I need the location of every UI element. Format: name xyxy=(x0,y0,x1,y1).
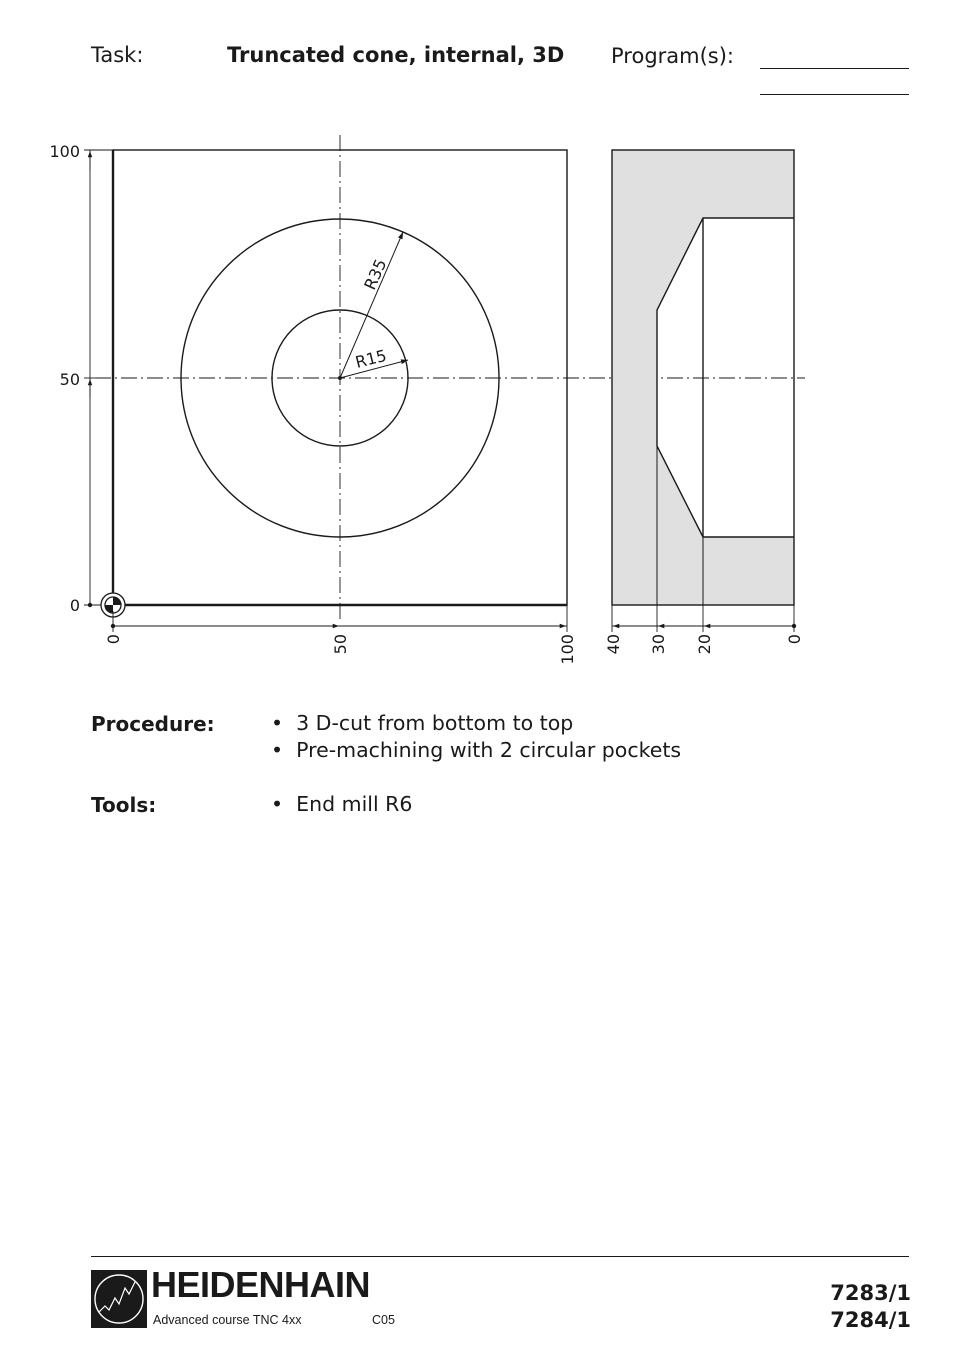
task-title: Truncated cone, internal, 3D xyxy=(227,43,565,67)
document-code-2: 7284/1 xyxy=(830,1308,911,1332)
plan-y-origin-dot xyxy=(88,603,92,607)
course-name: Advanced course TNC 4xx xyxy=(153,1313,302,1327)
radius-inner-label: R15 xyxy=(353,345,389,372)
brand-name: HEIDENHAIN xyxy=(151,1264,371,1305)
plan-x-label-0: 0 xyxy=(104,634,123,645)
procedure-label: Procedure: xyxy=(91,712,215,736)
side-label-30: 30 xyxy=(649,634,668,655)
side-label-0: 0 xyxy=(785,634,804,645)
plan-y-label-100: 100 xyxy=(49,142,80,161)
tools-label: Tools: xyxy=(91,793,157,817)
side-origin-dot xyxy=(792,624,796,628)
programs-label: Program(s): xyxy=(611,44,735,68)
procedure-item-2-text: Pre-machining with 2 circular pockets xyxy=(296,738,682,762)
radius-outer-label: R35 xyxy=(360,256,391,293)
side-label-40: 40 xyxy=(604,634,623,655)
chapter-code: C05 xyxy=(372,1313,395,1327)
plan-x-label-50: 50 xyxy=(331,634,350,655)
footer-rule xyxy=(91,1256,909,1257)
plan-x-label-100: 100 xyxy=(558,634,577,665)
plan-x-origin-dot xyxy=(111,624,115,628)
procedure-item-2: • Pre-machining with 2 circular pockets xyxy=(271,738,682,762)
document-code-1: 7283/1 xyxy=(830,1281,911,1305)
heidenhain-logo-icon xyxy=(91,1270,147,1328)
task-label: Task: xyxy=(91,43,144,67)
tools-item-1: • End mill R6 xyxy=(271,792,413,816)
plan-y-label-0: 0 xyxy=(69,596,80,615)
plan-y-label-50: 50 xyxy=(59,370,80,389)
side-label-20: 20 xyxy=(695,634,714,655)
procedure-item-1: • 3 D-cut from bottom to top xyxy=(271,711,574,735)
procedure-item-1-text: 3 D-cut from bottom to top xyxy=(296,711,574,735)
tools-item-1-text: End mill R6 xyxy=(296,792,413,816)
